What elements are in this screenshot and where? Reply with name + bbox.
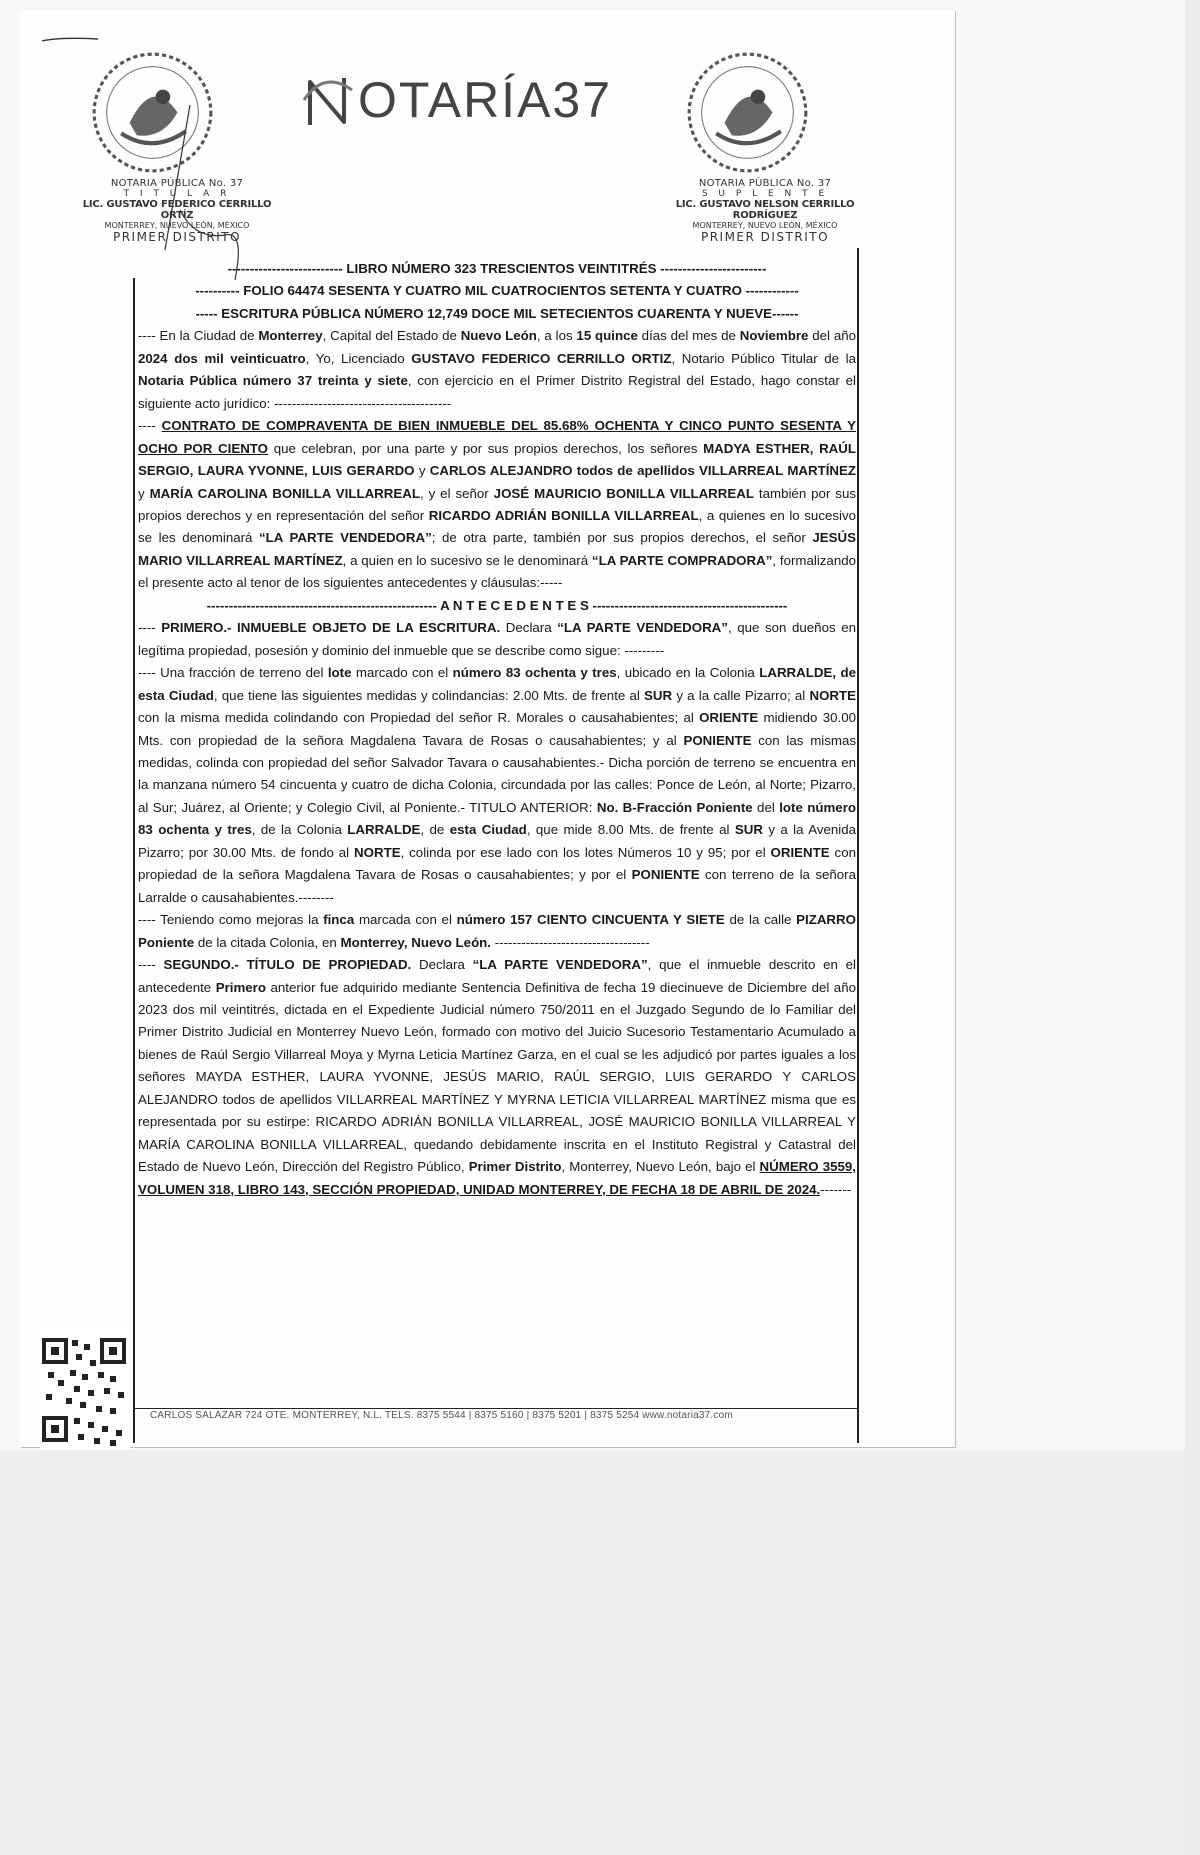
opening-paragraph: ---- En la Ciudad de Monterrey, Capital del Estado de Nuevo León, a los 15 quince días del mes de Noviembre del año 2024 dos mil veinticuatro, Yo, Licenciado GUSTAVO FEDERICO CERRILLO ORTIZ, Notario Público Titular de la Notaria Pública número 37 treinta y siete, con ejercicio en el Primer Distrito Registral del Estado, hago constar el siguiente acto jurídico: ----------------------------------------: [138, 328, 857, 411]
property-description-paragraph: ---- Una fracción de terreno del lote marcado con el número 83 ochenta y tres, ubicado en la Colonia LARRALDE, de esta Ciudad, que tiene las siguientes medidas y colindancias: 2.00 Mts. de frente al SUR y a la calle Pizarro; al NORTE con la misma medida colindando con Propiedad del señor R. Morales o causahabientes; al ORIENTE midiendo 30.00 Mts. con propiedad de la señora Magdalena Tavara de Rosas o causahabientes; y al PONIENTE con las mismas medidas, colinda con propiedad del señor Salvador Tavara o causahabientes.- Dicha porción de terreno se encuentra en la manzana número 54 cincuenta y cuatro de dicha Colonia, circundada por las calles: Ponce de León, al Norte; Pizarro, al Sur; Juárez, al Oriente; y Colegio Civil, al Poniente.- TITULO ANTERIOR: No. B-Fracción Poniente del lote número 83 ochenta y tres, de la Colonia LARRALDE, de esta Ciudad, que mide 8.00 Mts. de frente al SUR y a la Avenida Pizarro; por 30.00 Mts. de fondo al NORTE, colinda por ese lado con los lotes Números 10 y 95; por el ORIENTE con propiedad de la señora Magdalena Tavara de Rosas o causahabientes; y por el PONIENTE con terreno de la señora Larralde o causahabientes.--------: [138, 665, 857, 905]
book-number: -------------------------- LIBRO NÚMERO 323 TRESCIENTOS VEINTITRÉS ------------------------: [227, 261, 767, 276]
notary-location: MONTERREY, NUEVO LEÓN, MÉXICO: [104, 221, 250, 230]
coat-of-arms-seal-icon: [685, 50, 810, 175]
deed-body: [138, 258, 856, 1201]
notary-number: NOTARIA PÚBLICA No. 37: [110, 178, 244, 189]
improvements-paragraph: ---- Teniendo como mejoras la finca marcada con el número 157 CIENTO CINCUENTA Y SIETE de la calle PIZARRO Poniente de la citada Colonia, en Monterrey, Nuevo León. -----------------------------------: [138, 912, 856, 950]
contract-paragraph: ---- CONTRATO DE COMPRAVENTA DE BIEN INMUEBLE DEL 85.68% OCHENTA Y CINCO PUNTO SESENTA Y OCHO POR CIENTO que celebran, por una parte y por sus propios derechos, los señores MADYA ESTHER, RAÚL SERGIO, LAURA YVONNE, LUIS GERARDO y CARLOS ALEJANDRO todos de apellidos VILLARREAL MARTÍNEZ y MARÍA CAROLINA BONILLA VILLARREAL, y el señor JOSÉ MAURICIO BONILLA VILLARREAL también por sus propios derechos y en representación del señor RICARDO ADRIÁN BONILLA VILLARREAL, a quienes en lo sucesivo se les denominará “LA PARTE VENDEDORA”; de otra parte, también por sus propios derechos, el señor JESÚS MARIO VILLARREAL MARTÍNEZ, a quien en lo sucesivo se le denominará “LA PARTE COMPRADORA”, formalizando el presente acto al tenor de los siguientes antecedentes y cláusulas:-----: [138, 418, 857, 591]
notaria-logo: [300, 70, 612, 130]
deed-number-line: [138, 303, 856, 325]
logo-text: OTARÍA37: [358, 72, 613, 128]
notary-role: T I T U L A R: [123, 189, 231, 199]
book-line: [138, 258, 856, 280]
footer-rule: [133, 1408, 858, 1409]
margin-line-right: [857, 248, 859, 1443]
document-page: [20, 10, 955, 1447]
margin-line-left: [133, 278, 135, 1443]
notaria-logo-n-icon: [300, 70, 364, 130]
antecedentes-heading: ---------------------------------------------------- A N T E C E D E N T E S --------------------------------------------: [206, 597, 788, 613]
qr-code-icon: [40, 1330, 130, 1450]
primero-paragraph: ---- PRIMERO.- INMUEBLE OBJETO DE LA ESCRITURA. Declara “LA PARTE VENDEDORA”, que son dueños en legítima propiedad, posesión y dominio del inmueble que se describe como sigue: ---------: [138, 620, 856, 658]
notary-name: LIC. GUSTAVO FEDERICO CERRILLO ORTÍZ: [82, 199, 272, 221]
notary-contact-footer: CARLOS SALAZAR 724 OTE. MONTERREY, N.L. TELS. 8375 5544 | 8375 5160 | 8375 5201 | 8375 5254 www.notaria37.com: [150, 1410, 733, 1421]
notary-number: NOTARIA PÚBLICA No. 37: [698, 178, 832, 189]
notary-name: LIC. GUSTAVO NELSON CERRILLO RODRÍGUEZ: [675, 199, 855, 221]
notary-district: PRIMER DISTRITO: [700, 230, 830, 244]
pen-stroke-mark: [40, 35, 100, 45]
notary-district: PRIMER DISTRITO: [112, 230, 242, 244]
deed-number: ----- ESCRITURA PÚBLICA NÚMERO 12,749 DOCE MIL SETECIENTOS CUARENTA Y NUEVE------: [195, 305, 799, 321]
scan-background: [0, 1450, 1185, 1855]
notary-location: MONTERREY, NUEVO LEÓN, MÉXICO: [692, 221, 838, 230]
suplente-notary-block: [650, 178, 880, 244]
folio-line: [138, 280, 856, 302]
folio-number: ---------- FOLIO 64474 SESENTA Y CUATRO MIL CUATROCIENTOS SETENTA Y CUATRO ------------: [195, 283, 799, 299]
notary-role: S U P L E N T E: [701, 189, 829, 199]
segundo-paragraph: ---- SEGUNDO.- TÍTULO DE PROPIEDAD. Declara “LA PARTE VENDEDORA”, que el inmueble descrito en el antecedente Primero anterior fue adquirido mediante Sentencia Definitiva de fecha 19 diecinueve de Diciembre del año 2023 dos mil veintitrés, dictada en el Expediente Judicial número 750/2011 en el Juzgado Segundo de lo Familiar del Primer Distrito Judicial en Monterrey Nuevo León, formado con motivo del Juicio Sucesorio Testamentario Acumulado a bienes de Raúl Sergio Villarreal Moya y Myrna Leticia Martínez Garza, en el cual se les adjudicó por partes iguales a los señores MAYDA ESTHER, LAURA YVONNE, JESÚS MARIO, RAÚL SERGIO, LUIS GERARDO Y CARLOS ALEJANDRO todos de apellidos VILLARREAL MARTÍNEZ Y MYRNA LETICIA VILLARREAL MARTÍNEZ misma que es representada por su estirpe: RICARDO ADRIÁN BONILLA VILLARREAL, JOSÉ MAURICIO BONILLA VILLARREAL Y MARÍA CAROLINA BONILLA VILLARREAL, quedando debidamente inscrita en el Instituto Registral y Catastral del Estado de Nuevo León, Dirección del Registro Público, Primer Distrito, Monterrey, Nuevo León, bajo el NÚMERO 3559, VOLUMEN 318, LIBRO 143, SECCIÓN PROPIEDAD, UNIDAD MONTERREY, DE FECHA 18 DE ABRIL DE 2024.-------: [138, 957, 857, 1197]
